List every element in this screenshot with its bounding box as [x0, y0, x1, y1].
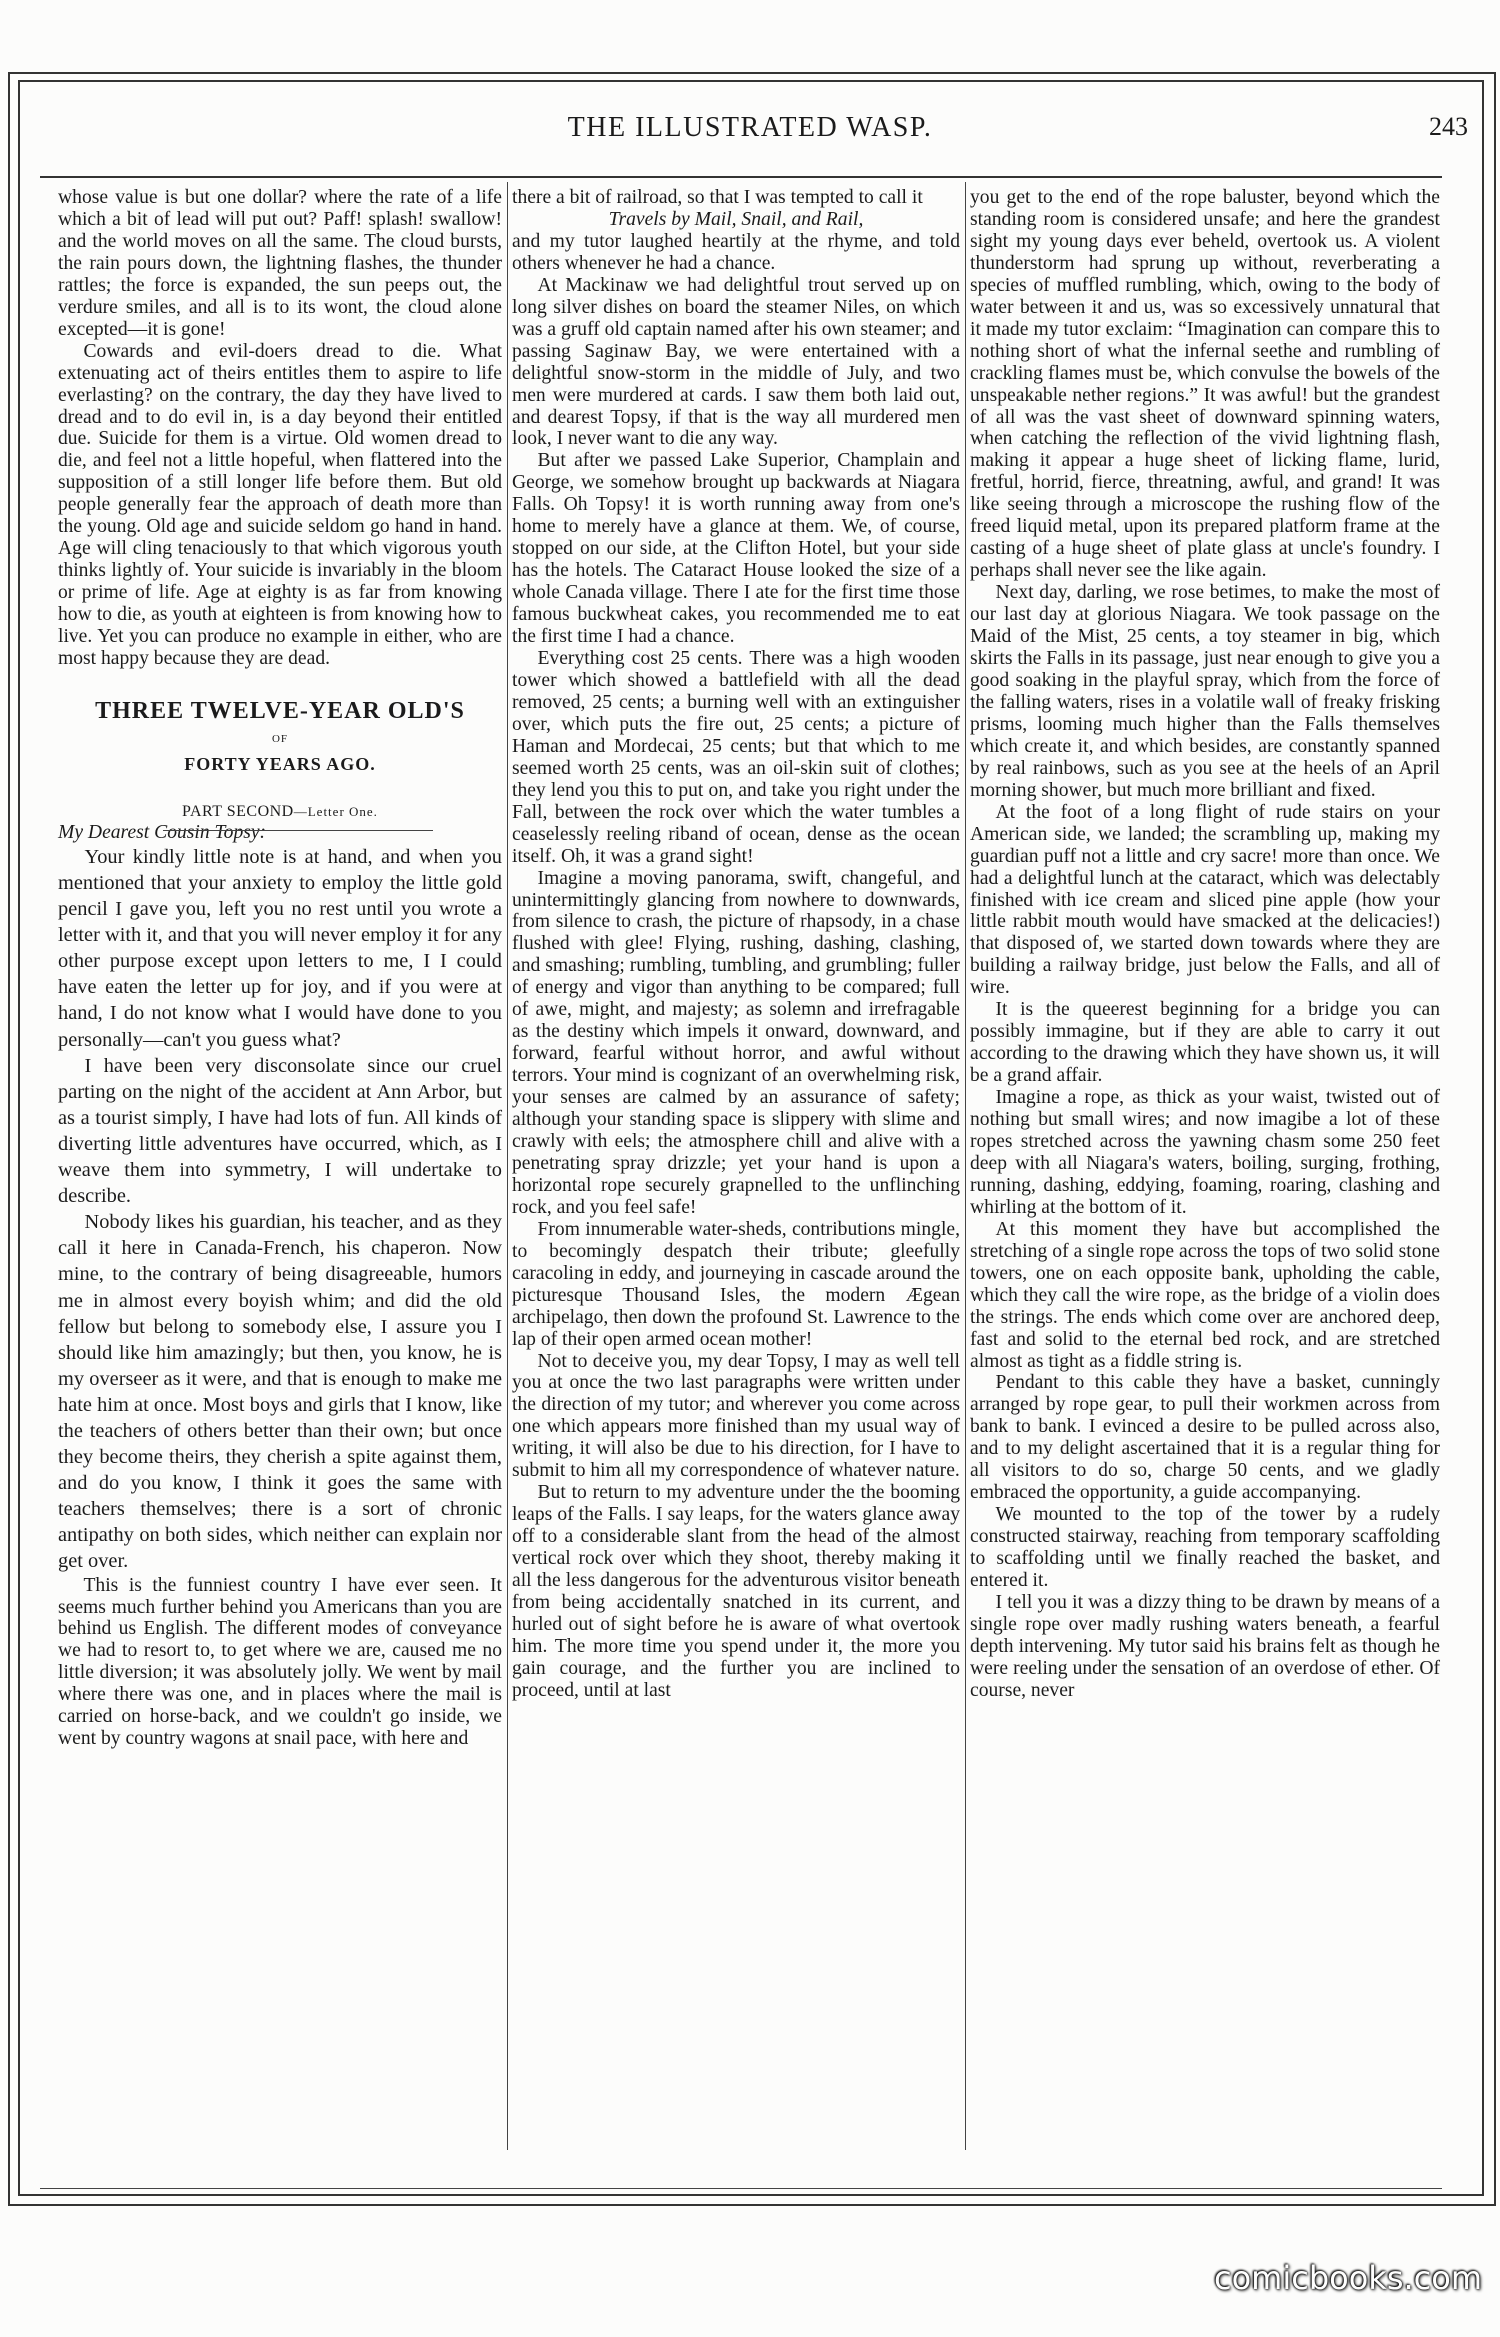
paragraph: This is the funniest country I have ever seen. It seems much further behind you Americans than you are behind us English. The different modes of conveyance we had to resort to, to get where we are, caused me no little diversion; it was absolutely jolly. We went by mail where there was one, and in places where the mail is carried on horse-back, and we couldn't go inside, we went by country wagons at snail pace, with here and: [58, 1574, 502, 1750]
paragraph: From innumerable water-sheds, contributions mingle, to becomingly despatch their tribute; gleefully caracoling in eddy, and journeying in cascade around the picturesque Thousand Isles, the modern Ægean archipelago, then down the profound St. Lawrence to the lap of their open armed ocean mother!: [512, 1218, 960, 1350]
story-title-of: OF: [271, 732, 289, 745]
paragraph: I tell you it was a dizzy thing to be drawn by means of a single rope over madly rushing waters beneath, a fearful depth intervening. My tutor said his brains felt as though he were reeling under the sensation of an overdose of ether. Of course, never: [970, 1592, 1440, 1701]
paragraph: I have been very disconsolate since our cruel parting on the night of the accident at Ann Arbor, but as a tourist simply, I have had lots of fun. All kinds of diverting little adventures have occurred, which, as I weave them into symmetry, I will undertake to describe.: [58, 1054, 502, 1208]
paragraph: Nobody likes his guardian, his teacher, and as they call it here in Canada-French, his chaperon. Now mine, to the contrary of being disagreeable, humors me in almost every boyish whim; and did the old fellow but belong to somebody else, I assure you I should like him amazingly; but then, you know, he is my overseer as it were, and that is enough to make me hate him at once. Most boys and girls that I know, like the teachers of others better than their own; but once they become theirs, they cherish a spite against them, and do you know, I think it goes the same with teachers themselves; there is a sort of chronic antipathy on both sides, which neither can explain nor get over.: [58, 1211, 502, 1573]
paragraph: But to return to my adventure under the the booming leaps of the Falls. I say leaps, for the waters glance away off to a considerable slant from the head of the almost vertical rock over which they shoot, thereby making it all the less dangerous for the adventurous visitor beneath from being accidentally snatched in its current, and hurled out of sight before he is aware of what overtook him. The more time you spend under it, the more you gain courage, and the further you are inclined to proceed, until at last: [512, 1482, 960, 1701]
paragraph: whose value is but one dollar? where the rate of a life which a bit of lead will put out? Paff! splash! swallow! and the world moves on all the same. The cloud bursts, the rain pours down, the lightning flashes, the thunder rattles; the force is expanded, the sun peeps out, the verdure smiles, and all is to its wont, the cloud alone excepted—it is gone!: [58, 187, 502, 340]
column-divider-2: [965, 182, 966, 2150]
paragraph: Imagine a rope, as thick as your waist, twisted out of nothing but small wires; and now imagibe a lot of these ropes stretched across the yawning chasm some 250 feet deep with all Niagara's waters, boiling, surging, frothing, running, dashing, eddying, foaming, roaring, clashing and whirling at the bottom of it.: [970, 1087, 1440, 1218]
part-label: PART SECOND: [182, 802, 294, 820]
header-rule: [40, 176, 1442, 178]
paragraph: there a bit of railroad, so that I was tempted to call it: [512, 187, 923, 208]
column-1: [58, 187, 502, 1750]
column-2: [512, 187, 960, 1702]
column-divider-1: [507, 182, 508, 2150]
column-3: [970, 187, 1440, 1702]
paragraph: At Mackinaw we had delightful trout served up on long silver dishes on board the steamer Niles, on which was a gruff old captain named after his own steamer; and passing Saginaw Bay, we were entertained with a delightful snow-storm in the middle of July, and two men were murdered at cards. I saw them both laid out, and dearest Topsy, if that is the way all murdered men look, I never want to die any way.: [512, 274, 960, 450]
page-number: 243: [1429, 112, 1468, 141]
section-divider: [163, 830, 433, 831]
paragraph: Your kindly little note is at hand, and when you mentioned that your anxiety to employ the little gold pencil I gave you, left you no rest until you wrote a letter with it, and that you will never employ it for any other purpose except upon letters to me, I I could have eaten the letter up for joy, and if you were at hand, I do not know what I would have done to you personally—can't you guess what?: [58, 845, 502, 1051]
part-heading: [58, 802, 502, 822]
paragraph: Imagine a moving panorama, swift, changeful, and unintermittingly glancing from nowhere to downwards, from silence to crash, the picture of rhapsody, in a chase flushed with glee! Flying, rushing, dashing, clashing, and smashing; rumbling, tumbling, and grumbling; fuller of energy and vigor than anything to be compared; full of awe, might, and majesty; as solemn and irrefragable as the destiny which impels it onward, downward, and forward, fearful without horror, and awful without terrors. Your mind is cognizant of an overwhelming risk, your senses are calmed by an assurance of safety; although your standing space is slippery with slime and crawly with eels; the atmosphere chill and alive with a penetrating spray drizzle; yet your hand is upon a horizontal rope securely grapnelled to the unflinching rock, and you feel safe!: [512, 867, 960, 1218]
paragraph: At the foot of a long flight of rude stairs on your American side, we landed; the scrambling up, making my guardian puff not a little and cry sacre! more than once. We had a delightful lunch at the cataract, which was delectably finished with ice cream and sliced pine apple (how your little rabbit mouth would have smacked at the delicacies!) that disposed of, we started down towards where they are building a railway bridge, just below the Falls, and all of wire.: [970, 801, 1440, 999]
paragraph: Pendant to this cable they have a basket, cunningly arranged by rope gear, to pull their workmen across from bank to bank. I evinced a desire to be pulled across also, and to my delight ascertained that it is a regular thing for all visitors to do so, charge 50 cents, and we gladly embraced the opportunity, a guide accompanying.: [970, 1372, 1440, 1504]
paragraph: Cowards and evil-doers dread to die. What extenuating act of theirs entitles them to aspire to life everlasting? on the contrary, the day they have lived to dread and to do evil in, is a day beyond their entitled due. Suicide for them is a virtue. Old women dread to die, and feel not a little hopeful, when flattered into the supposition of a still longer life before them. But old people generally fear the approach of death more than the young. Old age and suicide seldom go hand in hand. Age will cling tenaciously to that which vigorous youth thinks lightly of. Your suicide is invariably in the bloom or prime of life. Age at eighty is as far from knowing how to die, as youth at eighteen is from knowing how to live. Yet you can produce no example in either, who are most happy because they are dead.: [58, 340, 502, 670]
paragraph: Not to deceive you, my dear Topsy, I may as well tell you at once the two last paragraphs were written under the direction of my tutor; and wherever you come across one which appears more finished than my usual way of writing, it will also be due to his direction, for I have to submit to him all my correspondence of whatever nature.: [512, 1350, 960, 1482]
story-title: THREE TWELVE-YEAR OLD'S: [95, 697, 465, 724]
salutation: My Dearest Cousin Topsy:: [58, 821, 267, 843]
paragraph: Next day, darling, we rose betimes, to make the most of our last day at glorious Niagara. We took passage on the Maid of the Mist, 25 cents, a toy steamer in big, which skirts the Falls in its passage, just near enough to give you a good soaking in the playful spray, which from the force of the falling waters, rises in a volatile wall of freaky frisking prisms, looming much higher than the Falls themselves which create it, and which besides, are constantly spanned by real rainbows, such as you see at the heels of an April morning shower, but much more brilliant and fixed.: [970, 582, 1440, 801]
paragraph: But after we passed Lake Superior, Champlain and George, we somehow brought up backwards at Niagara Falls. Oh Topsy! it is worth running away from one's home to merely have a glance at them. We, of course, stopped on our side, at the Clifton Hotel, but your side has the hotels. The Cataract House looked the size of a whole Canada village. There I ate for the first time those famous buckwheat cakes, you recommended me to eat the first time I had a chance.: [512, 450, 960, 648]
watermark: comicbooks.com: [1213, 2259, 1482, 2297]
paragraph: and my tutor laughed heartily at the rhyme, and told others whenever he had a chance.: [512, 230, 960, 274]
publication-title: THE ILLUSTRATED WASP.: [567, 112, 933, 143]
story-subtitle: FORTY YEARS AGO.: [184, 753, 376, 774]
paragraph: you get to the end of the rope baluster, beyond which the standing room is considered unsafe; and here the grandest sight my young days ever beheld, overtook us. A violent thunderstorm had sprung up without, reverberating a species of muffled rumbling, which, owing to the body of water between it and us, was so excessively unnatural that it made my tutor exclaim: “Imagination can compare this to nothing short of what the infernal seethe and rumbling of crackling flames must be, which convulse the bowels of the unspeakable nether regions.” It was awful! but the grandest of all was the vast sheet of downward spinning waters, when catching the reflection of the vivid lightning flash, making it appear a huge sheet of licking flame, lurid, fretful, horrid, fierce, threatning, awful, and grand! It was like seeing through a microscope the rushing flow of the freed liquid metal, upon its prepared platform frame at the casting of a huge sheet of plate glass at uncle's foundry. I perhaps shall never see the like again.: [970, 187, 1440, 582]
paragraph: Everything cost 25 cents. There was a high wooden tower which showed a battlefield with all the dead removed, 25 cents; a burning well with an extinguisher over, which puts the fire out, 25 cents; a picture of Haman and Mordecai, 25 cents; but that which to me seemed worth 25 cents, was an oil-skin suit of clothes; they lend you this to put on, and take you right under the Fall, between the rock over which the water tumbles a ceaselessly reeling riband of ocean, dense as the ocean itself. Oh, it was a grand sight!: [512, 648, 960, 867]
verse-line: Travels by Mail, Snail, and Rail,: [608, 208, 864, 230]
paragraph: It is the queerest beginning for a bridge you can possibly immagine, but if they are able to carry it out according to the drawing which they have shown us, it will be a grand affair.: [970, 999, 1440, 1087]
paragraph: We mounted to the top of the tower by a rudely constructed stairway, reaching from temporary scaffolding to scaffolding until we finally reached the basket, and entered it.: [970, 1504, 1440, 1592]
letter-body: [58, 844, 502, 1575]
paragraph: At this moment they have but accomplished the stretching of a single rope across the tops of two solid stone towers, one on each opposite bank, upholding the cable, which they call the wire rope, as the bridge of a violin does the strings. The ends which come over are anchored deep, fast and solid to the eternal bed rock, and are stretched almost as tight as a fiddle string is.: [970, 1218, 1440, 1372]
letter-label: —Letter One.: [293, 803, 378, 819]
footer-rule: [40, 2188, 1442, 2189]
page-header: [24, 112, 1476, 146]
